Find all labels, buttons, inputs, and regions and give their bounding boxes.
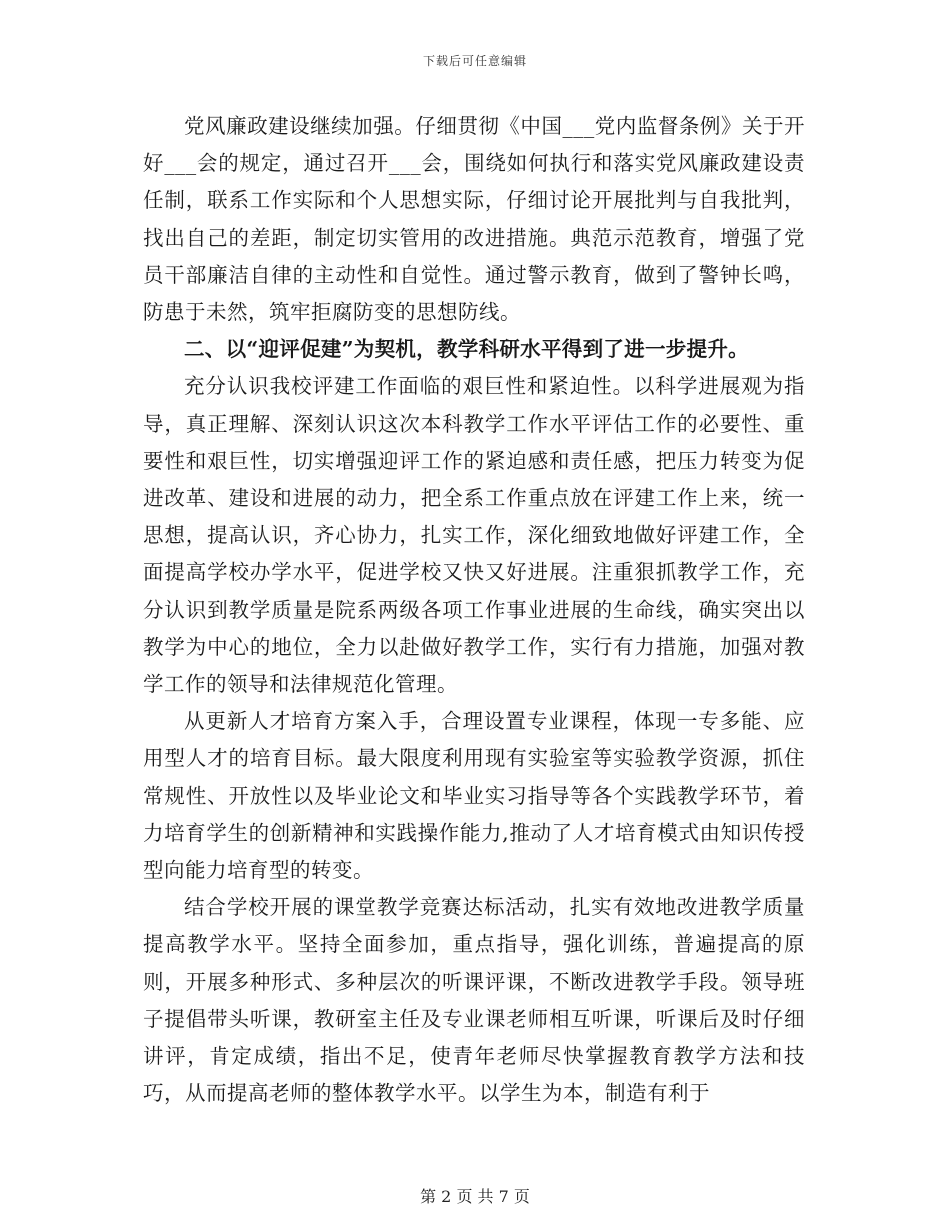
section-heading: 二、以“迎评促建”为契机，教学科研水平得到了进一步提升。 xyxy=(184,337,749,362)
paragraph-party-conduct: 党风廉政建设继续加强。仔细贯彻《中国___党内监督条例》关于开好___会的规定，通过召开___会，围绕如何执行和落实党风廉政建设责任制，联系工作实际和个人思想实际，仔细讨论开展批判与自我批判，找出自己的差距，制定切实管用的改进措施。典范示范教育，增强了党员干部廉洁自律的主动性和自觉性。通过警示教育，做到了警钟长鸣，防患于未然，筑牢拒腐防变的思想防线。 xyxy=(143,114,805,325)
paragraph-evaluation: 充分认识我校评建工作面临的艰巨性和紧迫性。以科学进展观为指导，真正理解、深刻认识这次本科教学工作水平评估工作的必要性、重要性和艰巨性，切实增强迎评工作的紧迫感和责任感，把压力转变为促进改革、建设和进展的动力，把全系工作重点放在评建工作上来，统一思想，提高认识，齐心协力，扎实工作，深化细致地做好评建工作，全面提高学校办学水平，促进学校又快又好进展。注重狠抓教学工作，充分认识到教学质量是院系两级各项工作事业进展的生命线，确实突出以教学为中心的地位，全力以赴做好教学工作，实行有力措施，加强对教学工作的领导和法律规范化管理。 xyxy=(143,374,805,697)
paragraph-teaching-competition: 结合学校开展的课堂教学竞赛达标活动，扎实有效地改进教学质量提高教学水平。坚持全面参加，重点指导，强化训练，普遍提高的原则，开展多种形式、多种层次的听课评课，不断改进教学手段。领导班子提倡带头听课，教研室主任及专业课老师相互听课，听课后及时仔细讲评，肯定成绩，指出不足，使青年老师尽快掌握教育教学方法和技巧，从而提高老师的整体教学水平。以学生为本，制造有利于 xyxy=(143,895,805,1106)
page-number: 第 2 页 共 7 页 xyxy=(420,1187,530,1206)
page-header: 下载后可任意编辑 xyxy=(422,54,527,68)
paragraph-talent-training: 从更新人才培育方案入手，合理设置专业课程，体现一专多能、应用型人才的培育目标。最大限度利用现有实验室等实验教学资源，抓住常规性、开放性以及毕业论文和毕业实习指导等各个实践教学环节，着力培育学生的创新精神和实践操作能力,推动了人才培育模式由知识传授型向能力培育型的转变。 xyxy=(143,709,805,883)
document-body xyxy=(143,108,805,1112)
